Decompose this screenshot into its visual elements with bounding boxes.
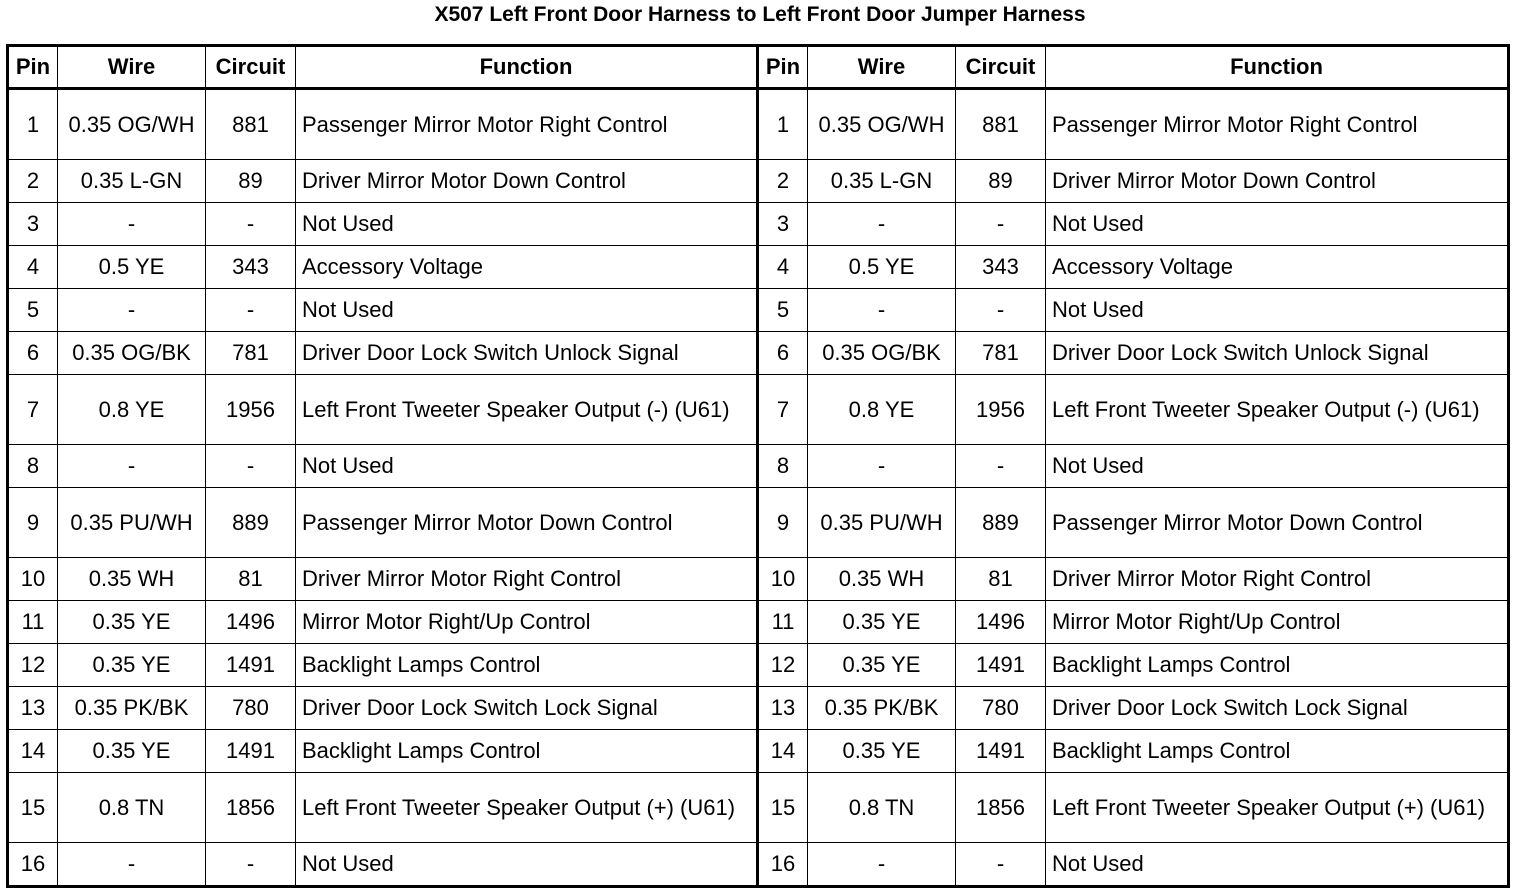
function-cell: Backlight Lamps Control (1046, 730, 1509, 773)
wire-cell: - (808, 289, 956, 332)
circuit-cell: - (206, 289, 296, 332)
function-cell: Driver Door Lock Switch Unlock Signal (1046, 332, 1509, 375)
circuit-cell: - (206, 843, 296, 887)
wire-cell: 0.35 YE (58, 601, 206, 644)
function-cell: Passenger Mirror Motor Right Control (1046, 89, 1509, 160)
circuit-cell: 889 (206, 488, 296, 558)
wire-cell: 0.8 YE (58, 375, 206, 445)
circuit-cell: 343 (956, 246, 1046, 289)
circuit-cell: 881 (206, 89, 296, 160)
circuit-cell: 343 (206, 246, 296, 289)
wire-cell: 0.35 PU/WH (58, 488, 206, 558)
pin-cell: 5 (758, 289, 808, 332)
pin-cell: 2 (758, 160, 808, 203)
circuit-cell: 881 (956, 89, 1046, 160)
wire-cell: 0.8 YE (808, 375, 956, 445)
wire-cell: 0.35 PK/BK (808, 687, 956, 730)
pin-cell: 9 (758, 488, 808, 558)
pin-cell: 13 (758, 687, 808, 730)
pin-cell: 12 (8, 644, 58, 687)
header-row (8, 46, 1509, 89)
pin-cell: 8 (8, 445, 58, 488)
header-pin: Pin (758, 46, 808, 89)
function-cell: Backlight Lamps Control (296, 644, 758, 687)
wire-cell: 0.35 WH (808, 558, 956, 601)
circuit-cell: 1491 (206, 644, 296, 687)
function-cell: Accessory Voltage (296, 246, 758, 289)
function-cell: Backlight Lamps Control (1046, 644, 1509, 687)
circuit-cell: 780 (206, 687, 296, 730)
circuit-cell: 1491 (206, 730, 296, 773)
circuit-cell: - (956, 843, 1046, 887)
circuit-cell: 89 (206, 160, 296, 203)
wire-cell: - (808, 843, 956, 887)
function-cell: Left Front Tweeter Speaker Output (-) (U61) (296, 375, 758, 445)
circuit-cell: 1856 (206, 773, 296, 843)
function-cell: Passenger Mirror Motor Down Control (296, 488, 758, 558)
wire-cell: 0.35 PU/WH (808, 488, 956, 558)
wire-cell: 0.35 OG/WH (808, 89, 956, 160)
pin-cell: 3 (758, 203, 808, 246)
circuit-cell: 81 (956, 558, 1046, 601)
function-cell: Driver Door Lock Switch Lock Signal (1046, 687, 1509, 730)
table-row (8, 644, 1509, 687)
header-function: Function (296, 46, 758, 89)
circuit-cell: 81 (206, 558, 296, 601)
function-cell: Not Used (296, 203, 758, 246)
pin-cell: 1 (8, 89, 58, 160)
connector-table (6, 44, 1510, 888)
pin-cell: 11 (8, 601, 58, 644)
circuit-cell: 1496 (206, 601, 296, 644)
wire-cell: 0.35 OG/WH (58, 89, 206, 160)
circuit-cell: 89 (956, 160, 1046, 203)
function-cell: Backlight Lamps Control (296, 730, 758, 773)
circuit-cell: 1856 (956, 773, 1046, 843)
table-row (8, 445, 1509, 488)
wire-cell: - (58, 289, 206, 332)
pin-cell: 3 (8, 203, 58, 246)
table-row (8, 89, 1509, 160)
header-function: Function (1046, 46, 1509, 89)
table-row (8, 160, 1509, 203)
wire-cell: 0.35 OG/BK (58, 332, 206, 375)
function-cell: Not Used (1046, 289, 1509, 332)
function-cell: Not Used (296, 445, 758, 488)
table-row (8, 601, 1509, 644)
wire-cell: 0.8 TN (58, 773, 206, 843)
wire-cell: 0.35 OG/BK (808, 332, 956, 375)
header-wire: Wire (808, 46, 956, 89)
wire-cell: 0.35 WH (58, 558, 206, 601)
function-cell: Not Used (1046, 843, 1509, 887)
circuit-cell: - (956, 445, 1046, 488)
pin-cell: 10 (758, 558, 808, 601)
function-cell: Mirror Motor Right/Up Control (1046, 601, 1509, 644)
wire-cell: 0.35 L-GN (58, 160, 206, 203)
table-row (8, 558, 1509, 601)
circuit-cell: 781 (956, 332, 1046, 375)
pin-cell: 10 (8, 558, 58, 601)
wire-cell: 0.35 PK/BK (58, 687, 206, 730)
pin-cell: 1 (758, 89, 808, 160)
function-cell: Passenger Mirror Motor Down Control (1046, 488, 1509, 558)
function-cell: Driver Mirror Motor Right Control (296, 558, 758, 601)
function-cell: Driver Mirror Motor Down Control (296, 160, 758, 203)
wire-cell: 0.35 YE (808, 730, 956, 773)
wire-cell: 0.8 TN (808, 773, 956, 843)
pin-cell: 13 (8, 687, 58, 730)
circuit-cell: 1956 (956, 375, 1046, 445)
pin-cell: 9 (8, 488, 58, 558)
table-row (8, 375, 1509, 445)
wire-cell: - (808, 445, 956, 488)
function-cell: Not Used (1046, 445, 1509, 488)
table-row (8, 730, 1509, 773)
function-cell: Driver Mirror Motor Down Control (1046, 160, 1509, 203)
wire-cell: 0.35 YE (58, 644, 206, 687)
wire-cell: - (58, 203, 206, 246)
function-cell: Driver Mirror Motor Right Control (1046, 558, 1509, 601)
function-cell: Not Used (1046, 203, 1509, 246)
pin-cell: 15 (8, 773, 58, 843)
table-row (8, 843, 1509, 887)
function-cell: Driver Door Lock Switch Unlock Signal (296, 332, 758, 375)
wire-cell: 0.35 YE (58, 730, 206, 773)
circuit-cell: 1491 (956, 644, 1046, 687)
header-circuit: Circuit (956, 46, 1046, 89)
pin-cell: 7 (758, 375, 808, 445)
table-row (8, 687, 1509, 730)
page-title: X507 Left Front Door Harness to Left Front Door Jumper Harness (434, 3, 1086, 26)
pin-cell: 6 (8, 332, 58, 375)
pin-cell: 2 (8, 160, 58, 203)
circuit-cell: 1496 (956, 601, 1046, 644)
function-cell: Passenger Mirror Motor Right Control (296, 89, 758, 160)
function-cell: Not Used (296, 843, 758, 887)
header-wire: Wire (58, 46, 206, 89)
pin-cell: 8 (758, 445, 808, 488)
pin-cell: 4 (8, 246, 58, 289)
table-row (8, 332, 1509, 375)
pin-cell: 7 (8, 375, 58, 445)
wire-cell: 0.35 YE (808, 601, 956, 644)
wire-cell: - (808, 203, 956, 246)
wire-cell: 0.35 L-GN (808, 160, 956, 203)
circuit-cell: 1491 (956, 730, 1046, 773)
function-cell: Not Used (296, 289, 758, 332)
function-cell: Driver Door Lock Switch Lock Signal (296, 687, 758, 730)
circuit-cell: 780 (956, 687, 1046, 730)
pin-cell: 4 (758, 246, 808, 289)
wire-cell: - (58, 843, 206, 887)
pin-cell: 14 (758, 730, 808, 773)
pin-cell: 15 (758, 773, 808, 843)
table-row (8, 488, 1509, 558)
table-row (8, 289, 1509, 332)
pin-cell: 11 (758, 601, 808, 644)
function-cell: Mirror Motor Right/Up Control (296, 601, 758, 644)
function-cell: Left Front Tweeter Speaker Output (+) (U61) (296, 773, 758, 843)
pin-cell: 16 (758, 843, 808, 887)
wire-cell: 0.5 YE (808, 246, 956, 289)
circuit-cell: - (956, 203, 1046, 246)
pin-cell: 14 (8, 730, 58, 773)
function-cell: Accessory Voltage (1046, 246, 1509, 289)
function-cell: Left Front Tweeter Speaker Output (-) (U61) (1046, 375, 1509, 445)
circuit-cell: - (956, 289, 1046, 332)
circuit-cell: - (206, 203, 296, 246)
pin-cell: 12 (758, 644, 808, 687)
function-cell: Left Front Tweeter Speaker Output (+) (U61) (1046, 773, 1509, 843)
pin-cell: 16 (8, 843, 58, 887)
pin-cell: 6 (758, 332, 808, 375)
header-pin: Pin (8, 46, 58, 89)
pin-cell: 5 (8, 289, 58, 332)
circuit-cell: - (206, 445, 296, 488)
circuit-cell: 889 (956, 488, 1046, 558)
circuit-cell: 1956 (206, 375, 296, 445)
header-circuit: Circuit (206, 46, 296, 89)
wire-cell: 0.5 YE (58, 246, 206, 289)
table-row (8, 773, 1509, 843)
table-row (8, 246, 1509, 289)
circuit-cell: 781 (206, 332, 296, 375)
table-row (8, 203, 1509, 246)
wire-cell: 0.35 YE (808, 644, 956, 687)
wire-cell: - (58, 445, 206, 488)
